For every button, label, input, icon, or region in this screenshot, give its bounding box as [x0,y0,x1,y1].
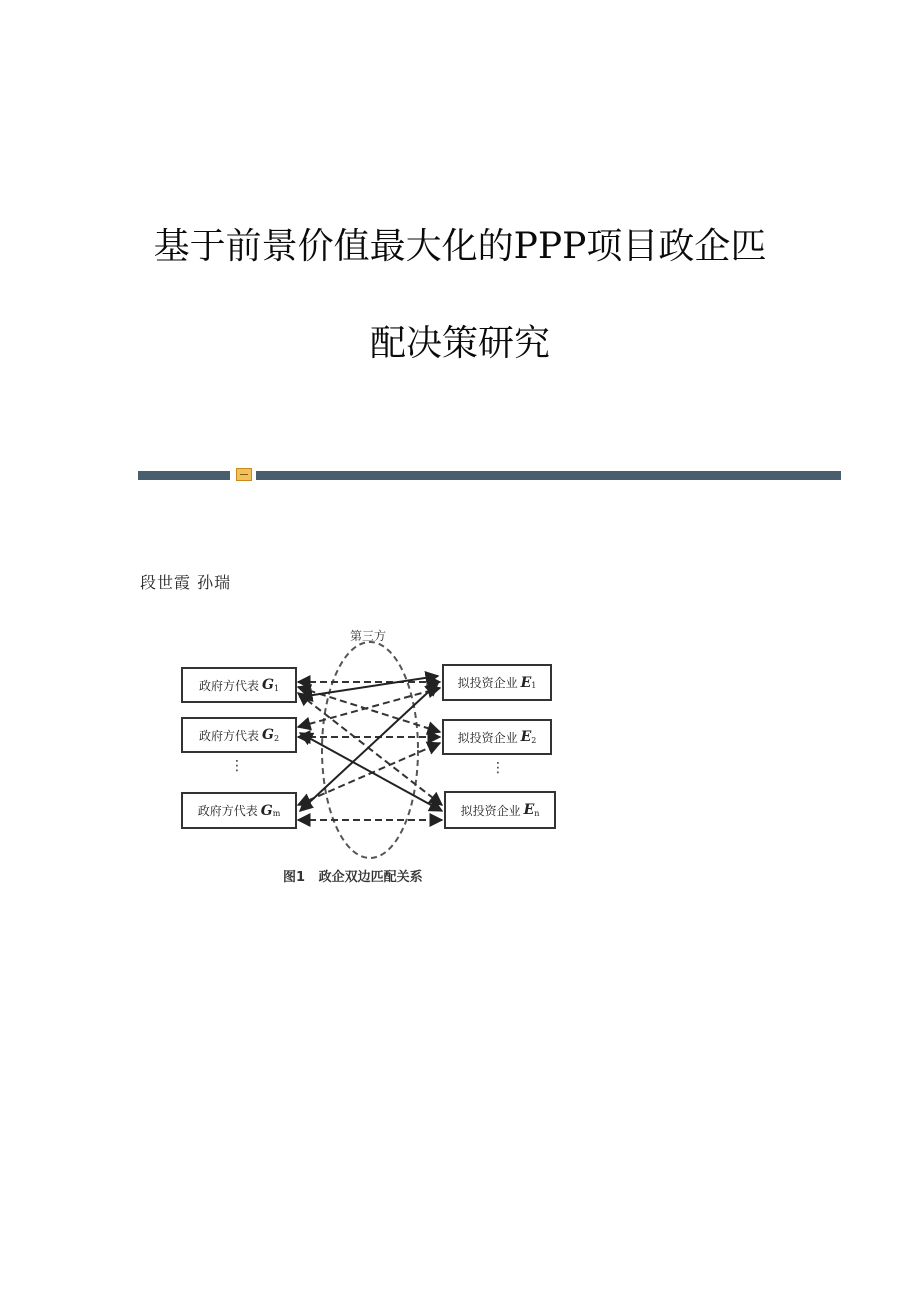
gov-label: 政府方代表 [198,678,259,693]
gov-symbol: G [261,677,274,693]
link-g1-en [298,693,442,805]
ent-subscript: n [534,808,540,818]
ent-subscript: 1 [531,681,537,690]
title-line-2: 配决策研究 [369,323,550,364]
gov-vdots: ⋮ [230,758,244,774]
bilateral-matching-figure [170,615,570,895]
gov-subscript: 2 [273,733,280,743]
figure-caption: 图1 政企双边匹配关系 [283,870,423,885]
gov-symbol: G [261,727,274,743]
ent-label: 拟投资企业 [460,803,521,818]
ent-box-n [444,791,556,829]
divider-emblem-icon [236,468,252,481]
gov-box-m [181,792,297,829]
ent-label: 拟投资企业 [457,730,518,745]
ent-vdots: ⋮ [491,760,505,776]
ent-symbol: E [520,729,532,745]
gov-subscript: m [272,809,281,818]
gov-label: 政府方代表 [197,804,258,818]
divider-left [138,471,230,480]
ent-symbol: E [523,802,535,818]
authors: 段世霞 孙瑞 [140,573,232,592]
gov-subscript: 1 [273,683,280,693]
ent-box-1 [442,664,552,701]
gov-label: 政府方代表 [198,728,259,743]
ent-box-2 [442,719,552,755]
third-party-label: 第三方 [350,629,387,643]
divider-right [256,471,841,480]
gov-symbol: G [260,802,273,819]
gov-box-1 [181,667,297,703]
ent-subscript: 2 [531,735,537,745]
title-line-1: 基于前景价值最大化的PPP项目政企匹 [153,226,767,267]
ent-symbol: E [520,674,532,691]
ent-label: 拟投资企业 [457,676,518,690]
figure-lines [170,615,570,895]
gov-box-2 [181,717,297,753]
